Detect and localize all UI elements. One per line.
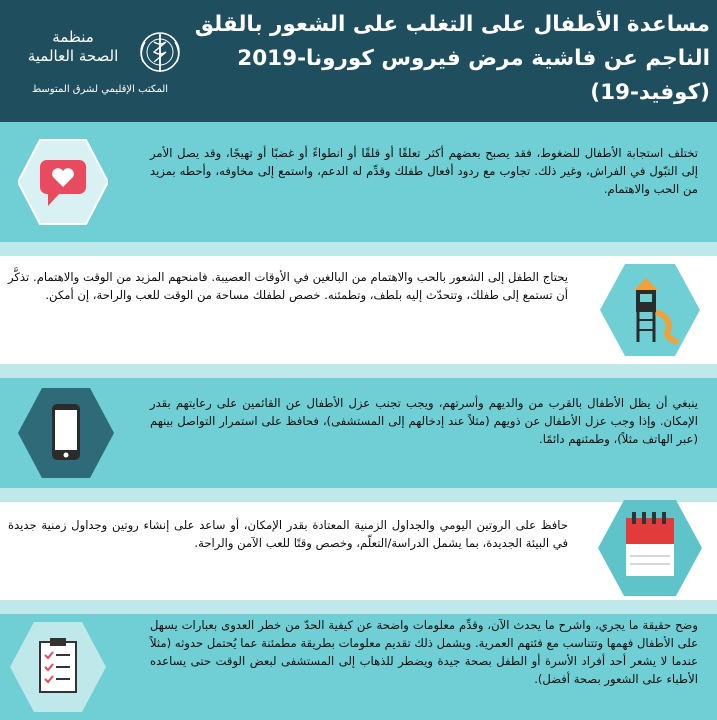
divider-band (0, 242, 717, 256)
section-routine (0, 502, 717, 600)
org-name-line1: منظمة (52, 28, 94, 46)
section-text: يحتاج الطفل إلى الشعور بالحب والاهتمام من البالغين في الأوقات العصيبة. فامنحهم المزيد من الوقت والاهتمام. تذكَّر أن تستمع إلى طفلك، وتتحدّث إليه بلطف، وتطمئنه. خصص لطفلك مساحة من الوقت للعب والراحة، إن أمكن. (8, 270, 568, 302)
section-text: حافظ على الروتين اليومي والجداول الزمنية المعتادة بقدر الإمكان، أو ساعد على إنشاء روتين وجداول زمنية جديدة في البيئة الجديدة، بما يشمل الدراسة/التعلّم، وخصص وقتًا للعب الآمن والراحة. (8, 518, 568, 550)
divider-band (0, 600, 717, 614)
calendar-icon (626, 512, 674, 576)
hex-frame (18, 386, 114, 480)
section-love-attention (0, 256, 717, 364)
hex-frame (18, 138, 108, 226)
who-emblem-icon (134, 28, 186, 80)
section-explain (0, 614, 717, 720)
org-regional-office: المكتب الإقليمي لشرق المتوسط (31, 84, 169, 95)
org-name (18, 28, 128, 66)
section-text: وضح حقيقة ما يجري، واشرح ما يحدث الآن، وقدِّم معلومات واضحة عن كيفية الحدّ من خطر العدوى بعبارات يسهل على الأطفال فهمها وتتناسب مع فئتهم العمرية. ويشمل ذلك تقديم معلومات بطريقة مطمئنة عما يُحتمل حدوثه (مثلاً عندما لا يشعر أحد أفراد الأسرة أو الطفل بصحة جيدة ويضطر للذهاب إلى المستشفى لبعض الوقت حتى يساعده الأطباء على الشعور بصحة أفضل). (150, 618, 698, 686)
org-name-line2: الصحة العالمية (27, 47, 119, 65)
page-title: مساعدة الأطفال على التغلب على الشعور بالقلق الناجم عن فاشية مرض فيروس كورونا-2019 (كوفيد-19) (194, 12, 710, 105)
section-text: ينبغي أن يظل الأطفال بالقرب من والديهم وأسرتهم، ويجب تجنب عزل الأطفال عن القائمين على رعايتهم بقدر الإمكان. وإذا وجب عزل الأطفال عن ذويهم (مثلاً عند إدخالهم إلى المستشفى)، فحافظ على استمرار التواصل بينهم (عبر الهاتف مثلاً)، وطمئنهم دائمًا. (150, 396, 698, 446)
mobile-phone-icon (52, 404, 80, 460)
checklist-icon (40, 638, 76, 692)
hex-frame (600, 262, 700, 358)
who-logo-block (10, 28, 190, 98)
section-reactions (0, 122, 717, 242)
hex-frame (598, 498, 702, 598)
divider-band (0, 364, 717, 378)
header-banner (0, 0, 717, 122)
hex-frame (10, 620, 106, 714)
section-stay-close (0, 378, 717, 488)
section-text: تختلف استجابة الأطفال للضغوط، فقد يصبح بعضهم أكثر تعلقًا أو قلقًا أو انطواءً أو غضبًا أو تهيجًا، وقد يصل الأمر إلى التبّول في الفراش، وغير ذلك. تجاوب مع ردود أفعال طفلك وقدِّم له الدعم، واستمع إلى مخاوفه، وأحطه بمزيد من الحب والاهتمام. (150, 146, 698, 196)
